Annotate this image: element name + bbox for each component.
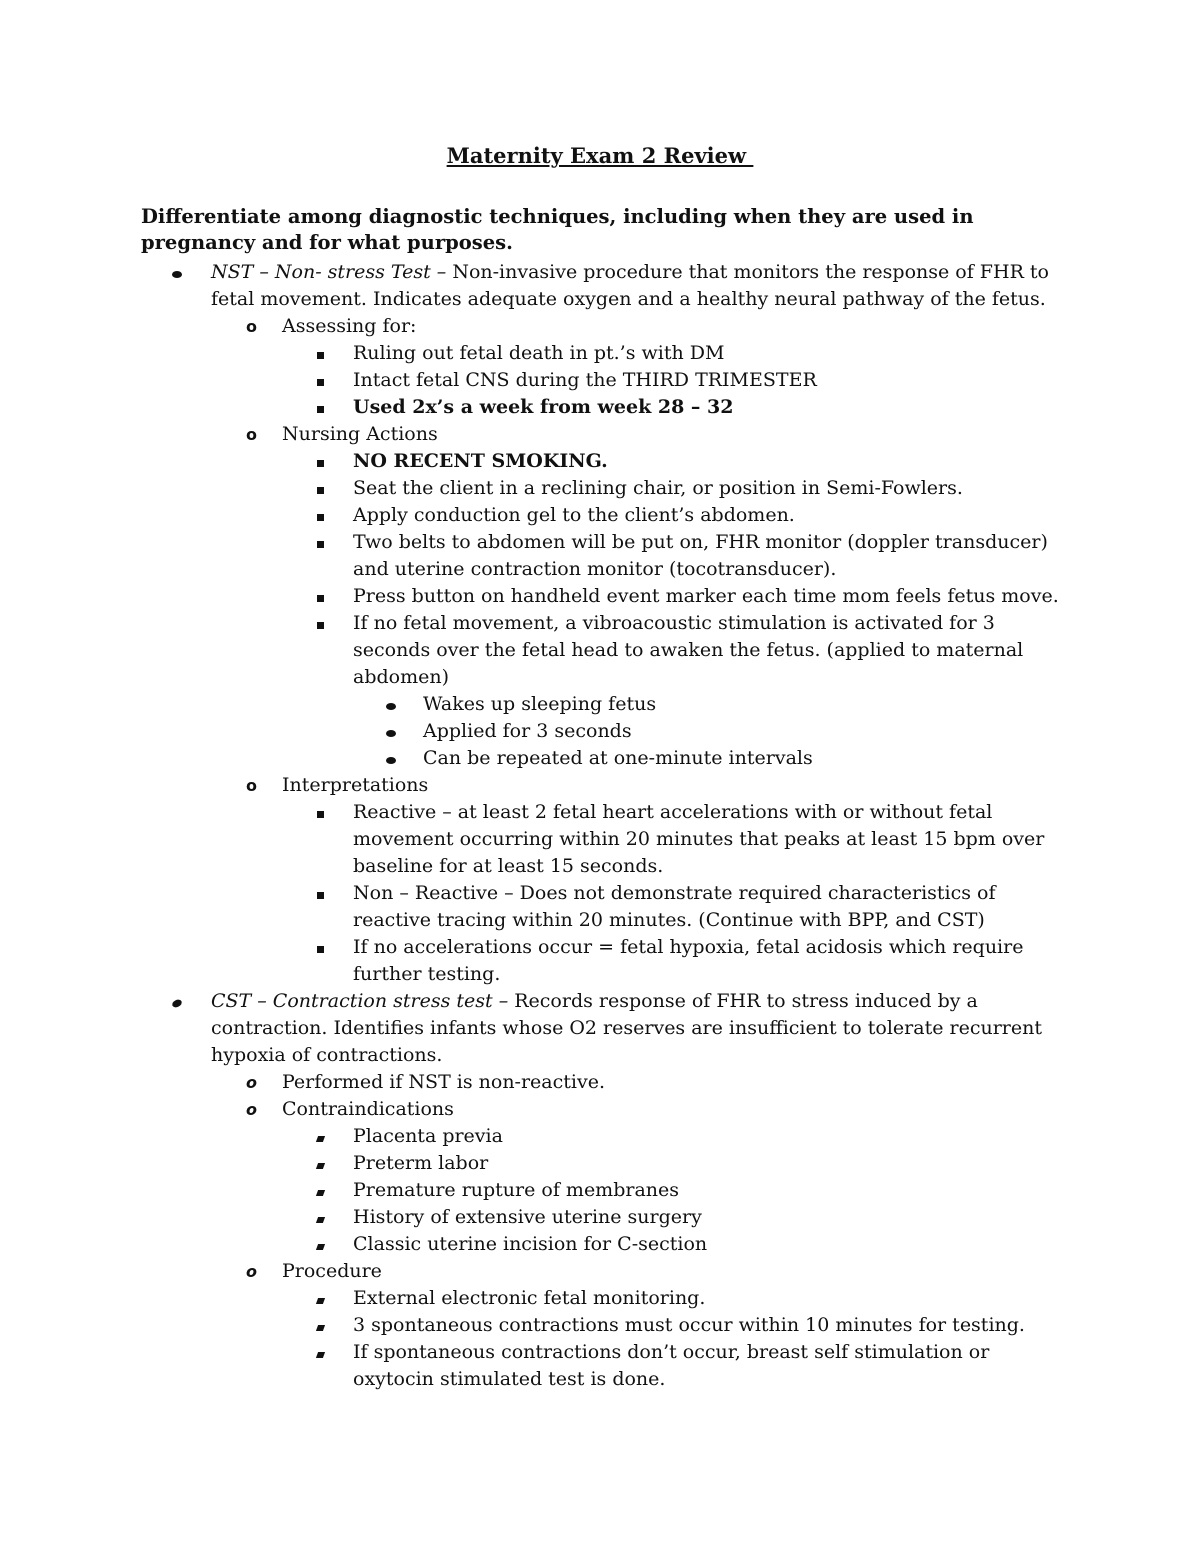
list-item-text: Intact fetal CNS during the THIRD TRIMESTER: [353, 369, 817, 391]
list-item: [0, 1339, 1063, 1393]
bullet-dot-icon: [386, 718, 400, 745]
list-item-text: Preterm labor: [353, 1152, 489, 1174]
list-item: [0, 367, 1063, 394]
bullet-square-icon: [317, 1285, 329, 1312]
list-item: [0, 448, 1063, 475]
bullet-square-icon: [317, 394, 329, 421]
list-item: [0, 1231, 1063, 1258]
list-item: [0, 502, 1063, 529]
list-item-text: Premature rupture of membranes: [353, 1179, 680, 1201]
list-item-nursing: [0, 421, 1062, 448]
bullet-circle-icon: o: [246, 776, 257, 795]
bullet-dot-icon: [386, 745, 400, 772]
bullet-square-icon: [317, 1150, 329, 1177]
bullet-square-icon: [317, 367, 329, 394]
list-item-interpretations: [0, 772, 1062, 799]
list-item-text: Used 2x’s a week from week 28 – 32: [353, 396, 734, 418]
bullet-square-icon: [317, 880, 329, 907]
bullet-square-icon: [317, 475, 329, 502]
bullet-circle-icon: o: [246, 1073, 257, 1092]
list-item-text: If no fetal movement, a vibroacoustic stimulation is activated for 3 seconds over the fetal head to awaken the fetus. (applied to maternal abdomen): [353, 612, 1024, 688]
contraindications-label: Contraindications: [282, 1098, 454, 1120]
list-item-text: Placenta previa: [353, 1125, 503, 1147]
list-item: [0, 1150, 1063, 1177]
list-item-text: If no accelerations occur = fetal hypoxia, fetal acidosis which require further testing.: [353, 936, 1024, 985]
list-item: [0, 1285, 1063, 1312]
list-item-text: Seat the client in a reclining chair, or position in Semi-Fowlers.: [353, 477, 963, 499]
list-item: [0, 1312, 1063, 1339]
list-item-text: Non – Reactive – Does not demonstrate required characteristics of reactive tracing within 20 minutes. (Continue with BPP, and CST): [353, 882, 996, 931]
list-item-text: Press button on handheld event marker each time mom feels fetus move.: [353, 585, 1059, 607]
bullet-dot-icon: [172, 259, 186, 286]
bullet-square-icon: [317, 934, 329, 961]
bullet-dot-icon: [386, 691, 400, 718]
notes-outline: [0, 259, 1200, 1393]
nst-label: NST – Non- stress Test –: [211, 261, 453, 283]
list-item: [0, 691, 1063, 718]
bullet-square-icon: [317, 502, 329, 529]
list-item: [0, 529, 1063, 583]
list-item-assessing: [0, 313, 1062, 340]
list-item-text: Classic uterine incision for C-section: [353, 1233, 708, 1255]
performed-text: Performed if NST is non-reactive.: [282, 1071, 605, 1093]
list-item-text: If spontaneous contractions don’t occur, breast self stimulation or oxytocin stimulated test is done.: [353, 1341, 990, 1390]
bullet-square-icon: [317, 1123, 329, 1150]
list-item-text: Can be repeated at one-minute intervals: [423, 747, 813, 769]
assessing-label: Assessing for:: [282, 315, 417, 337]
bullet-square-icon: [317, 1231, 329, 1258]
interpretations-label: Interpretations: [282, 774, 429, 796]
cst-label: CST – Contraction stress test –: [211, 990, 515, 1012]
bullet-square-icon: [317, 340, 329, 367]
list-item-text: Applied for 3 seconds: [423, 720, 632, 742]
bullet-square-icon: [317, 610, 329, 637]
list-item-text: Ruling out fetal death in pt.’s with DM: [353, 342, 725, 364]
list-item: [0, 880, 1063, 934]
cst-description: Records response of FHR to stress induced by a contraction. Identifies infants whose O2 reserves are insufficient to tolerate recurrent hypoxia of contractions.: [211, 990, 1042, 1066]
bullet-square-icon: [317, 1177, 329, 1204]
nst-description: Non-invasive procedure that monitors the response of FHR to fetal movement. Indicates adequate oxygen and a healthy neural pathway of the fetus.: [211, 261, 1049, 310]
list-item-text: External electronic fetal monitoring.: [353, 1287, 706, 1309]
list-item-performed: [0, 1069, 1062, 1096]
list-item: [0, 745, 1063, 772]
bullet-square-icon: [317, 448, 329, 475]
list-item-contraindications: [0, 1096, 1062, 1123]
bullet-circle-icon: o: [246, 317, 257, 336]
list-item: [0, 799, 1063, 880]
bullet-square-icon: [317, 583, 329, 610]
bullet-square-icon: [317, 799, 329, 826]
list-item-procedure: [0, 1258, 1062, 1285]
section-heading: Differentiate among diagnostic techniques, including when they are used in pregnancy and for what purposes.: [141, 205, 974, 254]
bullet-circle-icon: o: [246, 425, 257, 444]
list-item: [0, 1204, 1063, 1231]
list-item-text: Wakes up sleeping fetus: [423, 693, 657, 715]
list-item: [0, 718, 1063, 745]
list-item: [0, 610, 1063, 691]
list-item-text: History of extensive uterine surgery: [353, 1206, 702, 1228]
bullet-circle-icon: o: [246, 1100, 257, 1119]
list-item-text: Apply conduction gel to the client’s abdomen.: [353, 504, 795, 526]
list-item: [0, 394, 1063, 421]
list-item: [0, 934, 1063, 988]
list-item: [0, 340, 1063, 367]
nursing-label: Nursing Actions: [282, 423, 438, 445]
list-item-text: Two belts to abdomen will be put on, FHR monitor (doppler transducer) and uterine contraction monitor (tocotransducer).: [353, 531, 1048, 580]
list-item: [0, 1123, 1063, 1150]
bullet-square-icon: [317, 1312, 329, 1339]
bullet-square-icon: [317, 529, 329, 556]
procedure-label: Procedure: [282, 1260, 382, 1282]
list-item-cst: [0, 988, 1071, 1069]
list-item-text: 3 spontaneous contractions must occur within 10 minutes for testing.: [353, 1314, 1025, 1336]
list-item: [0, 475, 1063, 502]
list-item: [0, 583, 1063, 610]
list-item-text: NO RECENT SMOKING.: [353, 450, 608, 472]
bullet-square-icon: [317, 1339, 329, 1366]
list-item: [0, 1177, 1063, 1204]
page-title: Maternity Exam 2 Review: [446, 143, 754, 168]
list-item-text: Reactive – at least 2 fetal heart accelerations with or without fetal movement occurring within 20 minutes that peaks at least 15 bpm over baseline for at least 15 seconds.: [353, 801, 1045, 877]
bullet-square-icon: [317, 1204, 329, 1231]
list-item-nst: [0, 259, 1071, 313]
bullet-circle-icon: o: [246, 1262, 257, 1281]
bullet-dot-icon: [172, 988, 186, 1015]
